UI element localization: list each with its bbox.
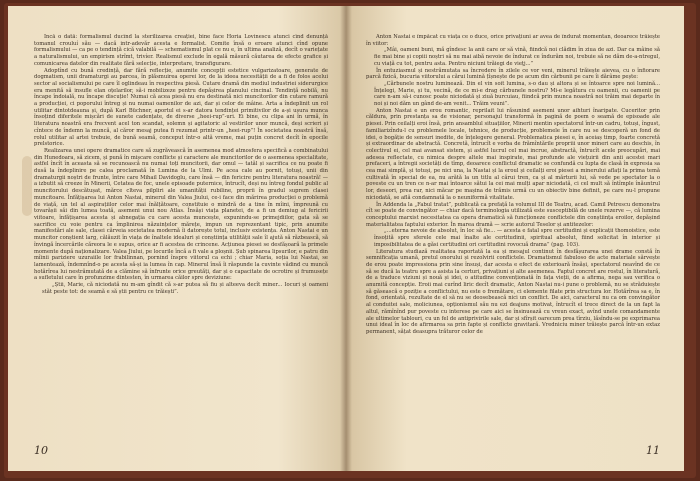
page-number-right: 11: [646, 444, 660, 457]
paragraph: Realizarea unei opere dramatice care să zugrăvească în asemenea mod atmosfera specifică a combinatului din Hunedoara, să zicem, și pună în mișcare conflicte și caractere ale muncitorilor de o asemenea specialitate, astfel încît în aceasta să se recunoască nu numai toți muncitorii, dar omul — tatăl și sacrifica ce nu poate fi dusă la îndeplinire pe calea proclamată în Lumina de la Ulmi. Pe acea cale au pornit, totuși, unii din dramaturgii noștri de frunte, între care Mihail Davidoglu, care însă — din fericire pentru literatura noastră! — a izbutit să creeze în Minerii, Cetatea de foc, unele episoade puternice, întrucît, deși nu întreg fondul public al muncitorului descătușat, mărce clteva pilpliri ale umanității rubiline, proprii în gradul suprem clasei muncitoare. Înfățișarea lui Anton Nastai, minerul din Valea Jiului, ce-i face din mărirea producției o problemă de viață, un tel al aspirațiilor celor mai înălțătoare, constituie o mindră de a tine în mîini, împreună cu tovarășii săi din lumea toată, asemeni unui nou Atlas. Însăși viața planetei, de a fi un demiug al fericirii viitoare, înfățișarea acesta și abnegația cu care acesta muncește, expunindu-se primejdiilor, gata să se sacrifice cu voie pentru ca împlinirea năzuințelor mărețe, impun un reprezentant tipic, prin anumite manifestări ale sale, clasei cărveia societatea modernă îi datorește totul, inclusiv existența. Anton Nastai e un muncitor conștient larg, călăuzit în viața de înaltele idealuri și conștiința utilității sale îl ajută să răzbească, să învingă încercările căreora le e supus, orice ar fi acestea de crincene. Acțiunea piesei se desfășoară la primele momente după naționalizare. Valea Jiului, pe locurile încă a fi vale a ploșnii. Șub spinarea lipsurilor, e patru din mîinii pariziere uzuraiile lor frabilinnan, pornind înspre viitorul ca echi ; chiar Maria, soția lui Nastai, se lamentează, îndemnînd-o pe acesta să-și ia lumea în cap. Minerul însă îi răspunde la cuvinte vădind cu muncă hotărîrea lui nestrămutată de a clămine să înfrunte orice greutăți, dar și o capacitate de ocrotire și frumusețe a sufletului care în profunzime dintesten, în urmarea căilor spre deviziune:: [34, 147, 328, 282]
paragraph: Incă o dată: formalismul ducînd la sterilizarea creației, bine face Horia Lovinescu atunci cînd denunță tomanul crouluí său — dacă intr-adevăr acesta e formalist. Comite însă o eroare atunci cînd opune formalismului — ca pe o tendință cică valabilă — schematismul plat ce nu e, în ultima analiză, decît o variețate a naturalismului, un empirism strîmt, trivíer. Realismul exclude în egală măsură căutarea de efecte grafice și comunicarea datelor din realitate fără selecție, interpretare, transfigurare.: [34, 34, 328, 67]
left-page: [8, 6, 346, 471]
page-stain: [22, 156, 32, 216]
quote-paragraph: „Mâi, oameni buni, mă gîndesc la anii care or să vină, fiindcă noi clădim în ziua de azi. Dar ca mâine să fie mai bine și copiii noștri să nu mai aibă nevoie de îndurat ce îndurăm noi, trebuie să ne dăm de-a-ntregul, cu viață cu tot, pentru asta. Pentru niciuni trăiegi de viețj...”: [374, 47, 660, 67]
right-page: [346, 6, 684, 471]
quote-paragraph: „Știi, Marie, că niciodată nu m-am gîndit că s-ar putea să fiu și alteeva decît miner... Iocuri și oameni stăt peste tot: de seamă e să știi pentru ce trăiești”.: [42, 282, 328, 295]
right-page-text: [366, 34, 660, 435]
paragraph: Anton Nastai e un erou romantic, reprilait lui răsunind asemeni unor aihturi înaripate. Cuceritor prin căldura, prin prestanța sa de visionar, personajul transformă în pagină de poem o seamă de episoade ale piesei. Prin ceilalți eroi însă, prin ansamblul situațiilor, Minerii mentin spectatorul într-un cadru, totuși, îngust, familiarizîndu-l cu problemele locale, tehnice, de producție, problemele în care nu se descoperă un fond de idei, o bogăție de sensuri inedite, de înțelegere general. Problematica piesei e, în aceiaș timp, foarte concretă și extraordinar de abstractă. Concretă, întrucît e vorba de frămîntările propriii unor mineri care au deschis, în colectivul ei, cel mai avansat sistem, și astfel lucrul cel mai incrue, abstractă, întrucît acele preocupări, mai adesea reflectate, cu nimica despre altele mai inspirate, mai profunde ale viețuirii din anii acestei mari prefaceri, a întregii societăți de tîmp, deoarece conflictul dramatic se confundă cu lupta de clasă în expresia sa cea mai simplă, și totuși, pe nici una, la Nastai și la eroul și ceilalți eroi piesei a minerului aflați la prima temă cultivată în special de ea, nu arătă la un titlu al cărui tren, ca și al mărturii lui, să vede pe spectator la o poveste cu un tren ce n-ar mai întoarce sătui la cei mai mulți apar niciodată, ci cel mult să întîmple înăuntrul lor, deseori, prea rar, nici măcar pe mașina de trămis urmă cu un obiectiv bine definit, pe care nu-l propune niciodată, se află condamnată la o neuniformă vitalitate.: [366, 107, 660, 201]
paragraph: Anton Nastai e împăcat cu viața ce o duce, orice privațiuni ar avea de îndurat momentan, deoarece trăiește în viitor:: [366, 34, 660, 47]
quote-paragraph: „...eterna nevoie de absolut, în loc să fie... — acesta e fatal spre certitudini și explicații thomoistice, este însoțită spre sferele cele mai înalte ale certitudinii, spiritual absolut, fiind solicitat în interior și imposibilitatea de a găsi certitudini ori certitudini rovocuă drama” (pag. 103).: [374, 228, 660, 248]
paragraph: În entuziasmul și nestrămutata sa încredere în zilele ce vor veni, minerul trăiește aievea, cu o înfiorare parcă fizică, bucuria viitorului a cărui lumină țîșnește de pe acum din cărbunii pe care îi dărâme pește:: [366, 67, 660, 81]
paragraph: Literatura studiază realitatea raportată la ea și mesajul continut în desfășurarea unei drame constă în semnificația umană, pretul onorului și rezolvirii conflictele. Dramatismul fabuloso de acte materiale sărvește de erou poate impressiona prin sine însuși, dar acesta e efect de exterioară însăși, spectatorul neavînd de ce să se ducă la teatru spre a asista la certuri, privațiuni și alte asemenea. Faptul concret are rostul, în literatură, de a traduce viziuni și nouă și idei, o atitudine convenționată în fața vieții, de a afirma, nega sau verifica o anumită concepție. Eroii mai curînd liric decît dramatic, Anton Nastai nu-i pune o problemă, nu se străduiește să găsească o poziție a conflictului, nu este o fremătare, ci elemente filate prin structura lor. Hotărîrea sa e, în fond, orientată, rezultate de el să nu se deosebească nici un conflict. De aici, caracterul nu ca om convingător al conduitei sale, moliciunea, opționismul său nu ezi deajuns motivat, întrucît el trece direct de la un fapt la altul, rămînînd pur poveste cu interese pe care aici se însinuează cu vreun exact, avînd unele comandamente ale ultimelor tablouri, cu un fel de antiprivirile sale, dar și sfîrșit oarecum prea tîrziu, lăsîndu-se pe exprimarea unui ideal în loc de afirmarea sa prin fapte și conflicte gravitară. Vredniciu miner trăiește parcă într-un extaz permanent, sățat deasupra trăturor celor de: [366, 248, 660, 335]
book-gutter: [340, 6, 352, 471]
left-page-text: [34, 34, 328, 435]
quote-paragraph: „Cărbunele nostru luminează. Din el vin soit lumina, s-o dau și altora și se întoarce spre noi lumină... Înțelegi, Marie, și tu, vecină, de ce mi-e drag cărbunele nostru? Mi-e legătura cu oamenii, cu oamenii pe care n-am să-i cunosc poate niciodată și ziuă burcuiau, fiindcă prin munca noastră noi trăim mai departe în noi și noi dăm un gând de-am venit... Trăim veuni”.: [374, 80, 660, 108]
page-number-left: 10: [34, 444, 48, 457]
paragraph: În Addenda la „Fabul tratat”, publicată ca prefață la volumul III de Teatru, acad. Camil Petrescu demonstra cît se poate de convingător — chiar dacă terminologia utilizată este susceptibilă de unele rezerve —, că lumina conceptului marxist necesitatea ca opera dramatică să funcționeze conflictele din conștiința eroilor, depășind materialitatea faptului exterior. În marea dramă — scrie autorul Teselor și antitezelor:: [366, 201, 660, 228]
paragraph: Adoptînd cu bună credință, dar fără reflecție, anumite concepții estetice vulgarizatoare, generate de dogmatism, unii dramaturgi au parcea, în plăsmuirea operei lor, de la ideea necesității de a fi de folos acelui sector al socialismului pe care îl oglindeau în respectiva piesă. Cutare dramă din mediul industriei siderurgice era menită să insufle elan oțelarilor, să-i mobilizeze pentru depășirea planului cincinal. Tendință nobilă, nu încape îndoială, nu încape discuție! Numai că acea piesă nu era destinată nici muncitorilor din cutare ramură a producției, ci poporului întreg și nu numai oamenilor de azi, dar și celor de mâine. Arta a îndeplinit un rol utilitar dintotdeauna și, după Karl Büchner, aportul ei s-ar datora tendinței primitivilor de a-și ușura munca însoțind diferitele mișcări de sunete cadențate, de diverse „heei-rup”-uri. Ei bine, cu clipa ani în urmă, în literatura noastră era frecvent acel ton scandat, solemn și agitatoric al vestirilor unor muncă, deși scrieri și cîntece de îndemn la muncă, al căror mesaj putea fi rezumat printr-un „heei-rup”! În societatea noastră însă, rolul utilitar al artei trebuie, de bună seamă, conceput într-o altă vreme, mai puțin concret decît în epocile prelstorice.: [34, 67, 328, 148]
